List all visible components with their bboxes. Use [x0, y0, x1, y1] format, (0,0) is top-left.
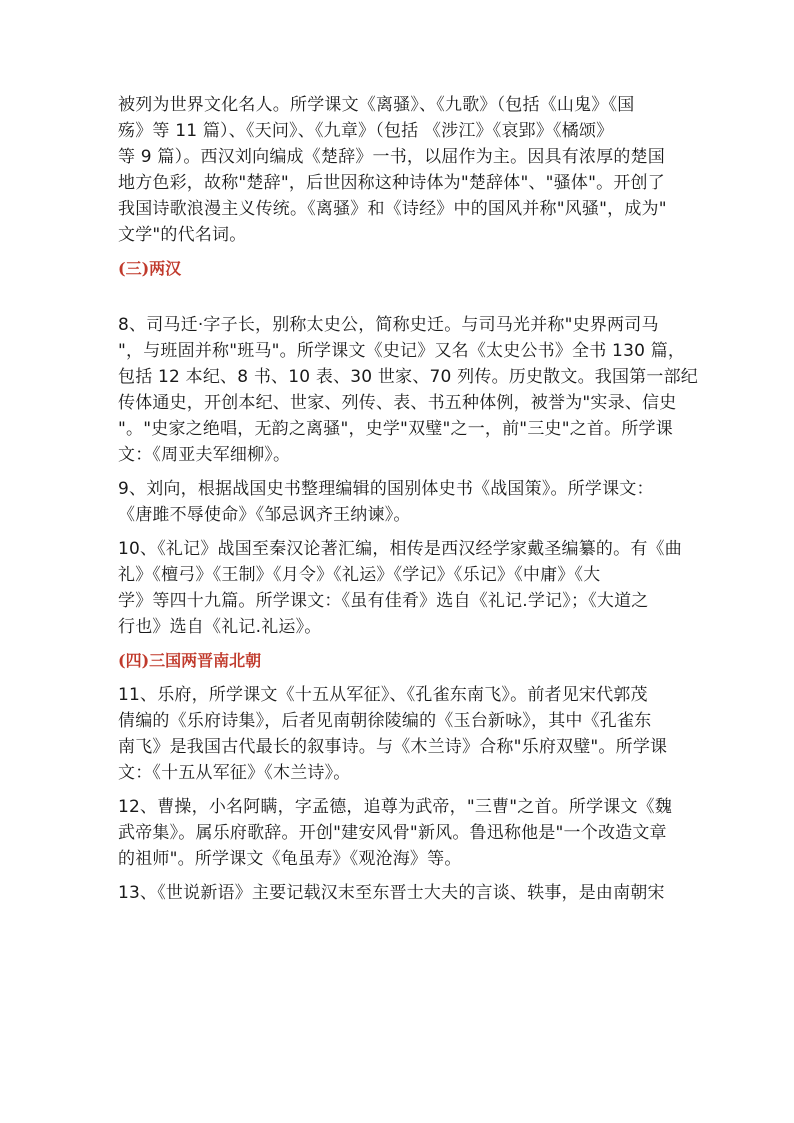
text-line: 12、曹操，小名阿瞒，字孟德，追尊为武帝，"三曹"之首。所学课文《魏 [118, 797, 673, 817]
text-line: 10、《礼记》战国至秦汉论著汇编，相传是西汉经学家戴圣编纂的。有《曲 [118, 539, 682, 559]
paragraph-item-11 [118, 682, 680, 786]
paragraph-item-8 [118, 312, 698, 468]
paragraph-quyuan [118, 92, 680, 248]
section-heading-three-kingdoms: (四)三国两晋南北朝 [118, 651, 262, 670]
section-heading-han: (三)两汉 [118, 259, 182, 278]
text-line: 文学"的代名词。 [118, 225, 247, 245]
text-line: 武帝集》。属乐府歌辞。开创"建安风骨"新风。鲁迅称他是"一个改造文章 [118, 823, 667, 843]
text-line: 南飞》是我国古代最长的叙事诗。与《木兰诗》合称"乐府双璧"。所学课 [118, 737, 668, 757]
paragraph-item-13 [118, 880, 680, 906]
text-line: 9、刘向，根据战国史书整理编辑的国别体史书《战国策》。所学课文： [118, 479, 654, 499]
spacer [118, 528, 680, 536]
text-line: 包括 12 本纪、8 书、10 表、30 世家、70 列传。历史散文。我国第一部纪 [118, 367, 698, 387]
text-line: 文：《周亚夫军细柳》。 [118, 445, 291, 465]
text-line: 殇》等 11 篇）、《天问》、《九章》（包括 《涉江》《哀郢》《橘颂》 [118, 121, 614, 141]
text-line: 8、司马迁·字子长，别称太史公，简称史迁。与司马光并称"史界两司马 [118, 315, 659, 335]
text-line: 地方色彩，故称"楚辞"，后世因称这种诗体为"楚辞体"、"骚体"。开创了 [118, 173, 665, 193]
paragraph-item-12 [118, 794, 680, 872]
spacer [118, 468, 680, 476]
spacer [118, 674, 680, 682]
spacer [118, 872, 680, 880]
text-line: 13、《世说新语》主要记载汉末至东晋士大夫的言谈、轶事，是由南朝宋 [118, 883, 665, 903]
spacer [118, 282, 680, 312]
text-line: 学》等四十九篇。所学课文：《虽有佳肴》选自《礼记.学记》；《大道之 [118, 591, 649, 611]
text-line: "，与班固并称"班马"。所学课文《史记》又名《太史公书》全书 130 篇， [118, 341, 686, 361]
text-line: 《唐雎不辱使命》《邹忌讽齐王纳谏》。 [118, 505, 411, 525]
text-line: 等 9 篇）。西汉刘向编成《楚辞》一书，以屈作为主。因具有浓厚的楚国 [118, 147, 665, 167]
paragraph-item-9 [118, 476, 680, 528]
text-line: "。"史家之绝唱，无韵之离骚"，史学"双璧"之一，前"三史"之首。所学课 [118, 419, 673, 439]
spacer [118, 248, 680, 256]
text-line: 的祖师"。所学课文《龟虽寿》《观沧海》等。 [118, 849, 462, 869]
text-line: 倩编的《乐府诗集》，后者见南朝徐陵编的《玉台新咏》，其中《孔雀东 [118, 711, 652, 731]
document-page [118, 92, 698, 906]
text-line: 行也》选自《礼记.礼运》。 [118, 617, 322, 637]
spacer [118, 640, 680, 648]
text-line: 文：《十五从军征》《木兰诗》。 [118, 763, 351, 783]
paragraph-item-10 [118, 536, 680, 640]
text-line: 11、乐府，所学课文《十五从军征》、《孔雀东南飞》。前者见宋代郭茂 [118, 685, 648, 705]
text-line: 传体通史，开创本纪、世家、列传、表、书五种体例，被誉为"实录、信史 [118, 393, 677, 413]
text-line: 被列为世界文化名人。所学课文《离骚》、《九歌》（包括《山鬼》《国 [118, 95, 635, 115]
spacer [118, 786, 680, 794]
text-line: 礼》《檀弓》《王制》《月令》《礼运》《学记》《乐记》《中庸》《大 [118, 565, 601, 585]
text-line: 我国诗歌浪漫主义传统。《离骚》和《诗经》中的国风并称"风骚"，成为" [118, 199, 667, 219]
